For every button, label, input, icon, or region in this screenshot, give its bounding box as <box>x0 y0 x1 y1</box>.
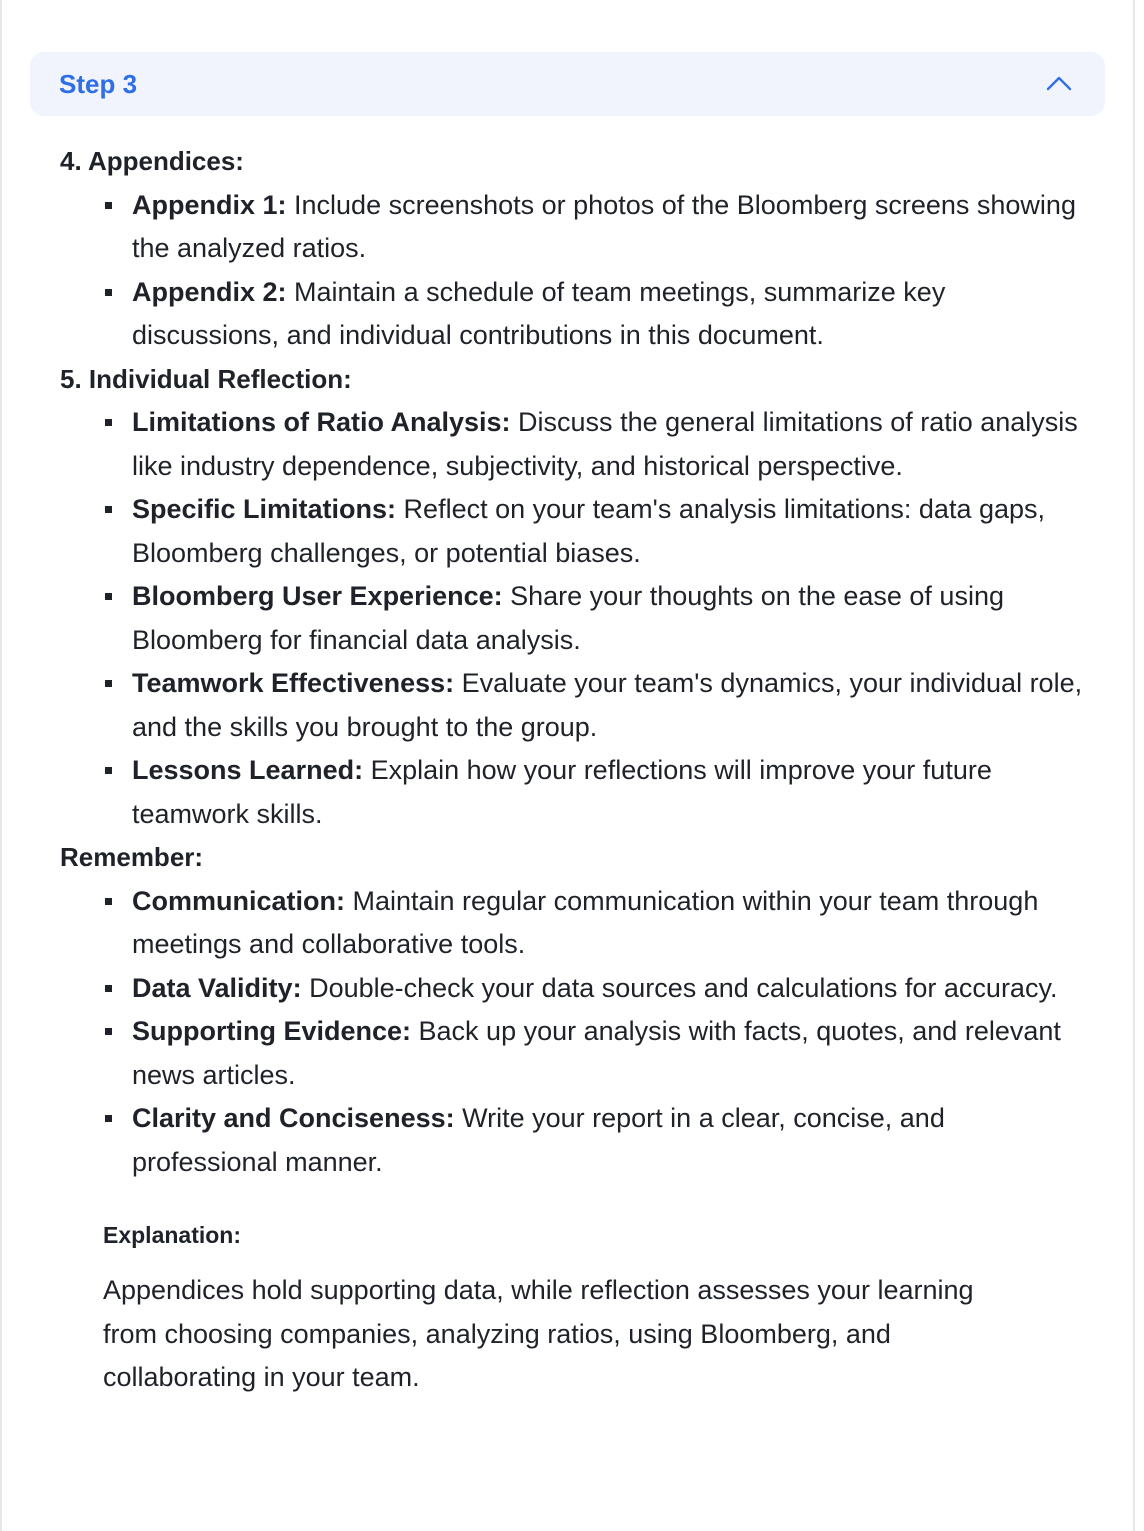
item-text: Back up your analysis with facts, quotes, and relevant news articles. <box>132 1016 1061 1090</box>
section-heading-remember: Remember: <box>60 842 204 872</box>
list-item <box>132 401 1090 488</box>
bullet-icon <box>105 898 112 905</box>
item-text: Write your report in a clear, concise, and professional manner. <box>132 1103 945 1177</box>
item-text: Explain how your reflections will improve your future teamwork skills. <box>132 755 992 829</box>
item-text: Double-check your data sources and calculations for accuracy. <box>301 972 1058 1003</box>
list-item <box>132 184 1090 271</box>
list-item <box>132 880 1090 967</box>
bullet-icon <box>105 767 112 774</box>
list-item <box>132 1097 1090 1184</box>
explanation-block <box>103 1218 1090 1400</box>
appendices-list <box>60 184 1090 358</box>
item-label: Appendix 1: <box>132 189 287 220</box>
list-item <box>132 1010 1090 1097</box>
bullet-icon <box>105 1028 112 1035</box>
bullet-icon <box>105 1115 112 1122</box>
bullet-icon <box>105 202 112 209</box>
list-item <box>132 662 1090 749</box>
explanation-label: Explanation: <box>103 1222 242 1248</box>
bullet-icon <box>105 985 112 992</box>
bullet-icon <box>105 593 112 600</box>
item-label: Supporting Evidence: <box>132 1016 412 1046</box>
list-item <box>132 967 1090 1011</box>
bullet-icon <box>105 680 112 687</box>
item-label: Bloomberg User Experience: <box>132 581 503 611</box>
section-heading-individual-reflection: 5. Individual Reflection: <box>60 363 352 394</box>
item-label: Clarity and Conciseness: <box>132 1103 455 1133</box>
step-content <box>60 140 1090 1400</box>
list-item <box>132 271 1090 358</box>
item-label: Specific Limitations: <box>132 494 397 524</box>
item-label: Lessons Learned: <box>132 755 364 785</box>
reflection-list <box>60 401 1090 836</box>
bullet-icon <box>105 419 112 426</box>
bullet-icon <box>105 506 112 513</box>
explanation-text: Appendices hold supporting data, while reflection assesses your learning from choosing companies, analyzing ratios, using Bloomberg, and collaborating in your team. <box>103 1275 974 1392</box>
item-text: Maintain a schedule of team meetings, summarize key discussions, and individual contributions in this document. <box>132 276 946 350</box>
item-label: Teamwork Effectiveness: <box>132 668 455 698</box>
step-accordion-header[interactable] <box>30 52 1105 116</box>
remember-list <box>60 880 1090 1185</box>
item-text: Include screenshots or photos of the Bloomberg screens showing the analyzed ratios. <box>132 189 1076 263</box>
list-item <box>132 575 1090 662</box>
item-label: Limitations of Ratio Analysis: <box>132 407 511 437</box>
item-text: Reflect on your team's analysis limitations: data gaps, Bloomberg challenges, or potential biases. <box>132 494 1046 568</box>
step-title: Step 3 <box>59 69 138 99</box>
item-text: Evaluate your team's dynamics, your individual role, and the skills you brought to the group. <box>132 668 1083 742</box>
list-item <box>132 749 1090 836</box>
item-text: Share your thoughts on the ease of using Bloomberg for financial data analysis. <box>132 581 1004 655</box>
bullet-icon <box>105 289 112 296</box>
section-heading-appendices: 4. Appendices: <box>60 146 244 176</box>
item-text: Discuss the general limitations of ratio analysis like industry dependence, subjectivity, and historical perspective. <box>132 407 1078 481</box>
item-label: Communication: <box>132 885 345 916</box>
item-label: Appendix 2: <box>132 276 287 307</box>
item-label: Data Validity: <box>132 972 302 1003</box>
item-text: Maintain regular communication within your team through meetings and collaborative tools. <box>132 885 1039 959</box>
list-item <box>132 488 1090 575</box>
chevron-up-icon[interactable] <box>1041 66 1077 102</box>
